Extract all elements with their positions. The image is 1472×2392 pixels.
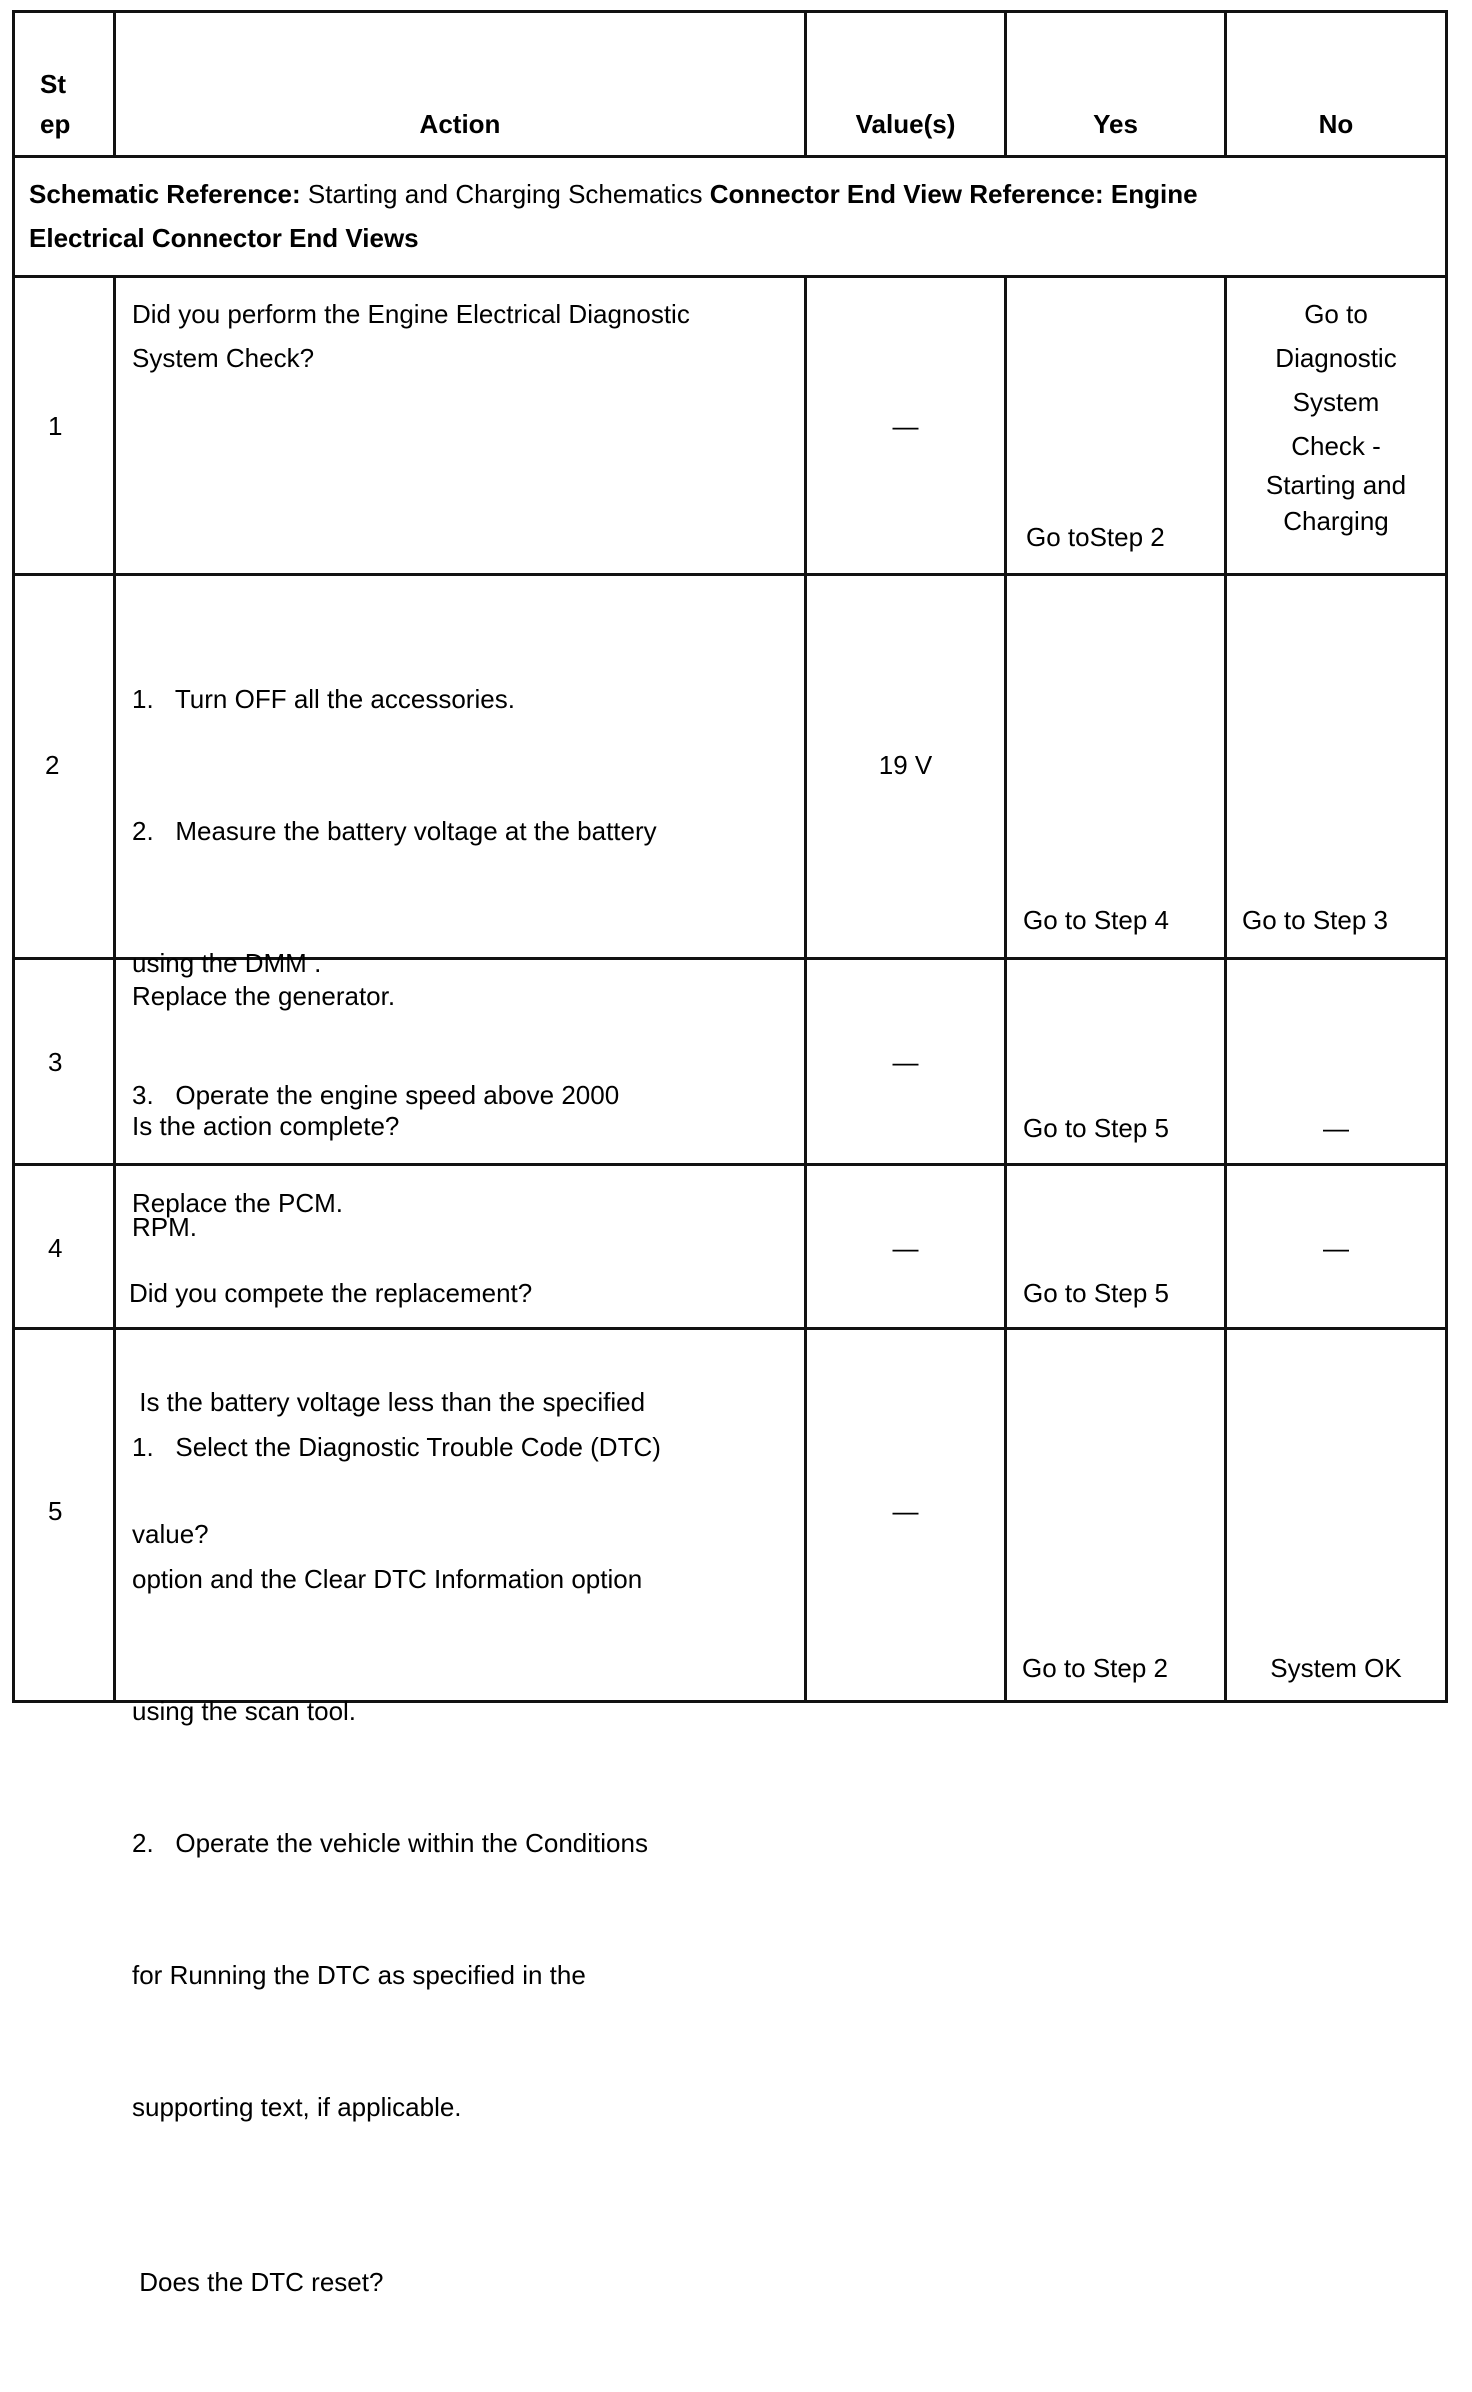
- header-step-line: ep: [40, 109, 71, 139]
- grid-line: [12, 10, 15, 1703]
- grid-line: [113, 275, 116, 1703]
- row-no: —: [1323, 1113, 1349, 1143]
- action-line: 1. Select the Diagnostic Trouble Code (DTC): [132, 1432, 661, 1462]
- row-no: System OK: [1270, 1653, 1402, 1683]
- row-value: —: [892, 1047, 919, 1077]
- row-action: Replace the PCM.: [132, 1188, 343, 1218]
- row-yes: Go to Step 2: [1022, 1653, 1168, 1683]
- row-step: 5: [48, 1496, 63, 1526]
- row-value: —: [892, 1496, 919, 1526]
- header-values: Value(s): [855, 109, 956, 139]
- row-no: —: [1323, 1233, 1349, 1263]
- row-yes: Go to Step 5: [1023, 1278, 1169, 1308]
- action-line: System Check?: [132, 343, 315, 373]
- grid-line: [1445, 10, 1448, 1703]
- row-no: [1227, 292, 1445, 543]
- row-action: [132, 292, 690, 380]
- grid-line: [12, 573, 1448, 576]
- reference-line-2: Electrical Connector End Views: [29, 223, 419, 253]
- header-step: [40, 62, 70, 146]
- row-step: 3: [48, 1047, 63, 1077]
- header-no: No: [1318, 109, 1354, 139]
- row-action: [132, 1337, 661, 2392]
- header-yes: Yes: [1093, 109, 1138, 139]
- row-action: Replace the generator.: [132, 981, 396, 1011]
- row-value: —: [892, 1233, 919, 1263]
- row-value: 19 V: [878, 750, 933, 780]
- action-line: using the scan tool.: [132, 1696, 357, 1726]
- no-line: Diagnostic: [1275, 343, 1397, 373]
- row-step: 2: [45, 750, 60, 780]
- action-line: 2. Measure the battery voltage at the battery: [132, 816, 657, 846]
- row-value: —: [892, 411, 919, 441]
- no-line: System: [1292, 387, 1380, 417]
- no-line: Charging: [1283, 506, 1389, 536]
- no-line: Check -: [1291, 431, 1381, 461]
- grid-line: [1004, 275, 1007, 1703]
- action-line: supporting text, if applicable.: [132, 2092, 462, 2122]
- no-line: Go to: [1304, 299, 1368, 329]
- header-step-line: St: [40, 69, 66, 99]
- row-step: 4: [48, 1233, 63, 1263]
- action-line: option and the Clear DTC Information option: [132, 1564, 643, 1594]
- action-line: Is the battery voltage less than the specified: [132, 1387, 646, 1417]
- reference-text: [29, 172, 1429, 260]
- row-yes: Go to Step 4: [1023, 905, 1169, 935]
- action-line: Does the DTC reset?: [132, 2267, 384, 2297]
- action-line: 1. Turn OFF all the accessories.: [132, 684, 515, 714]
- action-line: for Running the DTC as specified in the: [132, 1960, 586, 1990]
- grid-line: [12, 275, 1448, 278]
- connector-label: Connector End View Reference: Engine: [709, 179, 1198, 209]
- action-line: 3. Operate the engine speed above 2000: [132, 1080, 620, 1110]
- action-line: value?: [132, 1519, 209, 1549]
- row-yes: Go to Step 5: [1023, 1113, 1169, 1143]
- action-line: 2. Operate the vehicle within the Conditions: [132, 1828, 648, 1858]
- schematic-text: Starting and Charging Schematics: [300, 179, 710, 209]
- no-line: Starting and: [1265, 470, 1407, 500]
- grid-line: [12, 10, 1448, 13]
- action-line: RPM.: [132, 1212, 197, 1242]
- row-action: Is the action complete?: [132, 1111, 400, 1141]
- header-action: Action: [419, 109, 501, 139]
- row-step: 1: [48, 411, 63, 441]
- row-yes: Go toStep 2: [1026, 522, 1165, 552]
- schematic-label: Schematic Reference:: [29, 179, 301, 209]
- row-no: Go to Step 3: [1242, 905, 1388, 935]
- grid-line: [12, 155, 1448, 158]
- reference-line-1: [29, 172, 1429, 216]
- action-line: using the DMM .: [132, 948, 322, 978]
- row-action: Did you compete the replacement?: [129, 1278, 533, 1308]
- action-line: Did you perform the Engine Electrical Diagnostic: [132, 299, 690, 329]
